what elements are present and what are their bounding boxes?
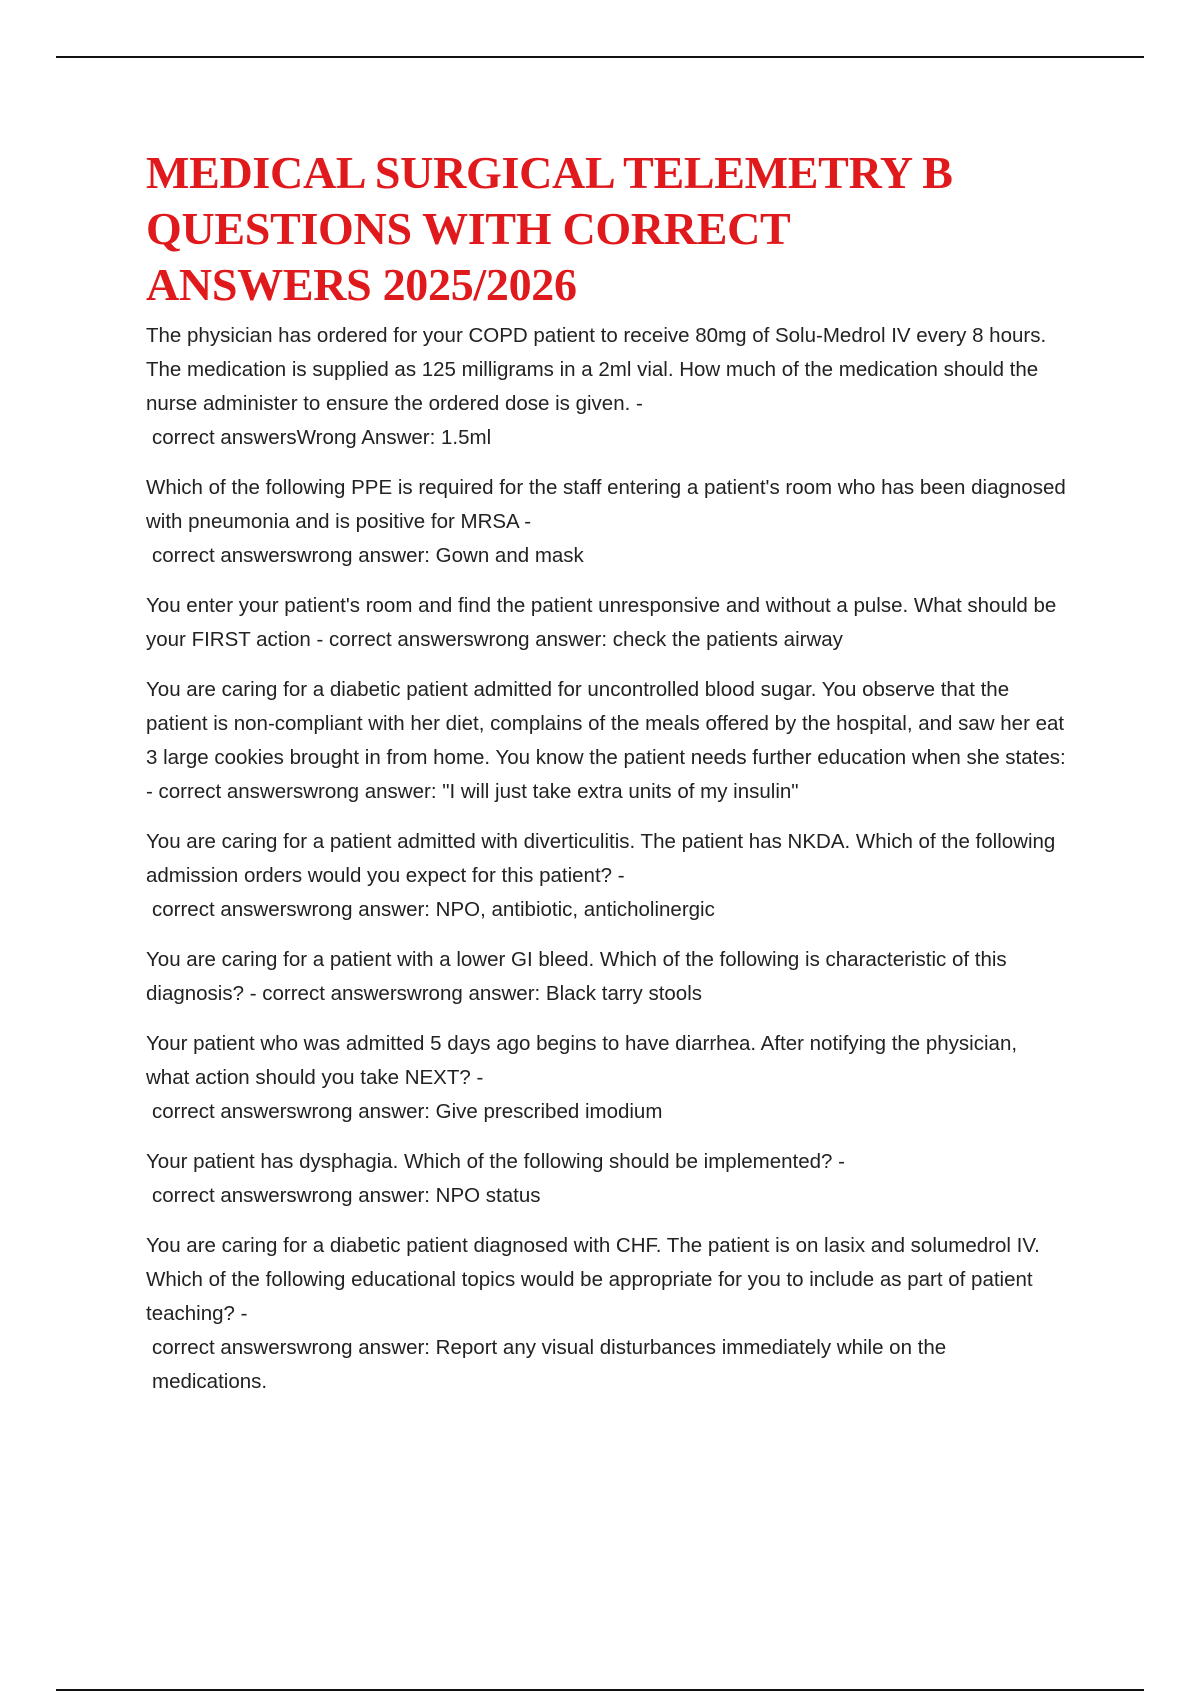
question-text: You are caring for a patient with a lower GI bleed. Which of the following is characteristic of this diagnosis? - correct answerswrong answer: Black tarry stools [146, 948, 1007, 1005]
answer-text: correct answersWrong Answer: 1.5ml [152, 426, 492, 449]
title-line: ANSWERS 2025/2026 [146, 259, 577, 310]
qa-item [146, 943, 1066, 1011]
answer-text: correct answerswrong answer: NPO, antibiotic, anticholinergic [152, 898, 715, 921]
question-text: Your patient has dysphagia. Which of the following should be implemented? - [146, 1150, 845, 1173]
qa-item [146, 673, 1066, 809]
document-title [146, 145, 1066, 313]
document-body [146, 145, 1066, 1415]
question-text: You enter your patient's room and find the patient unresponsive and without a pulse. What should be your FIRST action - correct answerswrong answer: check the patients airway [146, 594, 1057, 651]
answer-text: correct answerswrong answer: Gown and mask [152, 544, 584, 567]
question-text: The physician has ordered for your COPD patient to receive 80mg of Solu-Medrol IV every 8 hours. The medication is supplied as 125 milligrams in a 2ml vial. How much of the medication should the nurse administer to ensure the ordered dose is given. - [146, 324, 1047, 415]
question-text: Your patient who was admitted 5 days ago begins to have diarrhea. After notifying the physician, what action should you take NEXT? - [146, 1032, 1018, 1089]
question-text: You are caring for a diabetic patient admitted for uncontrolled blood sugar. You observe that the patient is non-compliant with her diet, complains of the meals offered by the hospital, and saw her eat 3 large cookies brought in from home. You know the patient needs further education when she states: - correct answerswrong answer: "I will just take extra units of my insulin" [146, 678, 1066, 803]
answer-text: correct answerswrong answer: NPO status [152, 1184, 541, 1207]
qa-item [146, 1027, 1066, 1129]
answer-text: correct answerswrong answer: Report any visual disturbances immediately while on the medications. [152, 1336, 947, 1393]
qa-item [146, 1229, 1066, 1399]
question-text: You are caring for a patient admitted with diverticulitis. The patient has NKDA. Which of the following admission orders would you expect for this patient? - [146, 830, 1056, 887]
top-divider [56, 56, 1144, 58]
answer-text: correct answerswrong answer: Give prescribed imodium [152, 1100, 663, 1123]
qa-item [146, 825, 1066, 927]
qa-item [146, 471, 1066, 573]
title-line: QUESTIONS WITH CORRECT [146, 203, 791, 254]
qa-item [146, 589, 1066, 657]
qa-item [146, 319, 1066, 455]
qa-item [146, 1145, 1066, 1213]
bottom-divider [56, 1689, 1144, 1691]
title-line: MEDICAL SURGICAL TELEMETRY B [146, 147, 953, 198]
question-text: Which of the following PPE is required for the staff entering a patient's room who has been diagnosed with pneumonia and is positive for MRSA - [146, 476, 1066, 533]
question-text: You are caring for a diabetic patient diagnosed with CHF. The patient is on lasix and solumedrol IV. Which of the following educational topics would be appropriate for you to include as part of patient teaching? - [146, 1234, 1040, 1325]
